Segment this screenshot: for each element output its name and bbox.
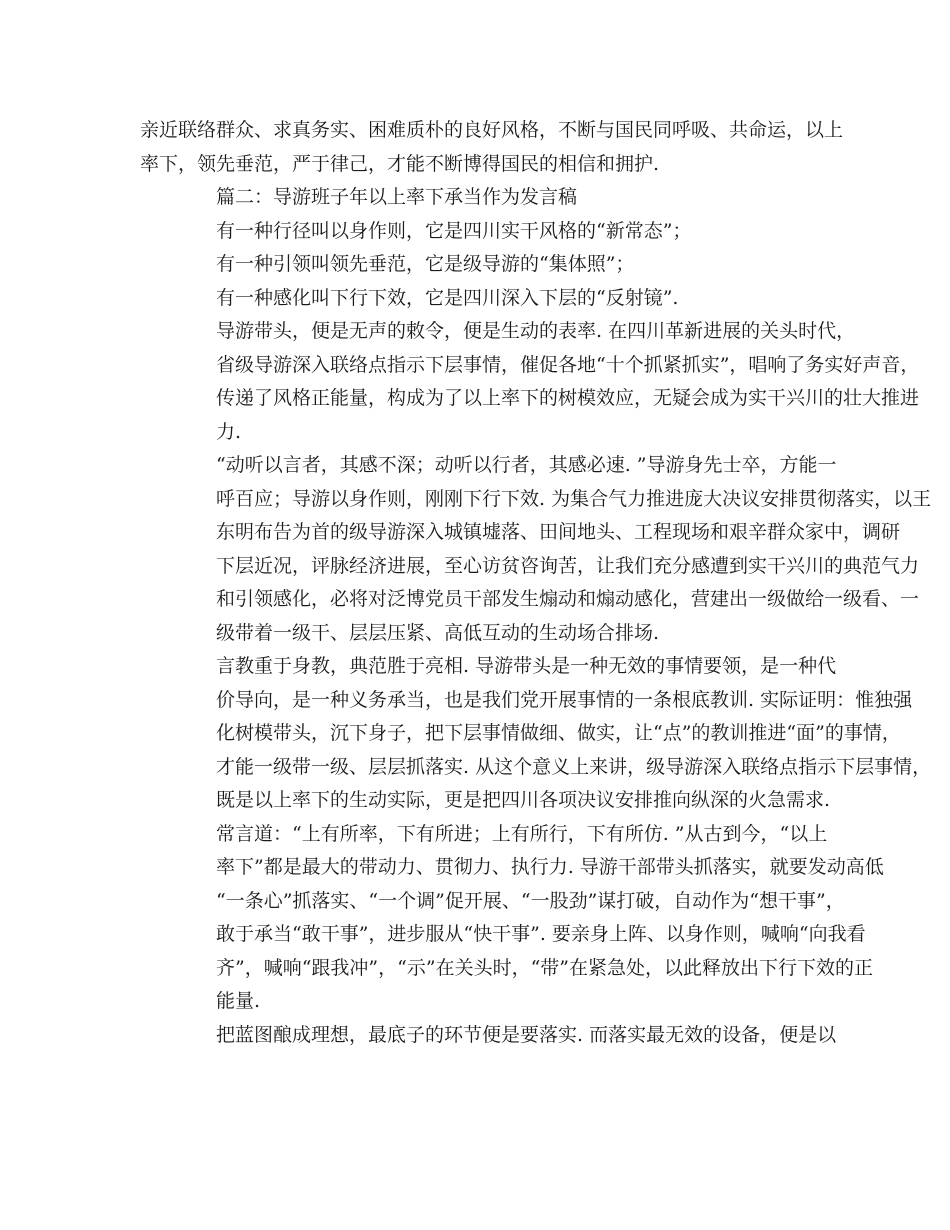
document-body [140, 114, 932, 1052]
text-line: 率下，领先垂范，严于律己，才能不断博得国民的相信和拥护. [140, 152, 660, 175]
text-line: 把蓝图酿成理想，最底子的环节便是要落实. 而落实最无效的设备，便是以 [216, 1023, 837, 1046]
text-line: 省级导游深入联络点指示下层事情，催促各地“十个抓紧抓实”，唱响了务实好声音， [216, 353, 920, 376]
text-line: 言教重于身教，典范胜于亮相. 导游带头是一种无效的事情要领，是一种代 [216, 655, 837, 677]
text-line: 力. [216, 420, 242, 443]
text-line: 有一种感化叫下行下效，它是四川深入下层的“反射镜”. [216, 286, 679, 309]
text-line: “一条心”抓落实、“一个调”促开展、“一股劲”谋打破，自动作为“想干事”， [216, 889, 845, 912]
text-line: 价导向，是一种义务承当，也是我们党开展事情的一条根底教训. 实际证明：惟独强 [216, 688, 913, 711]
text-line: 敢于承当“敢干事”，进步服从“快干事”. 要亲身上阵、以身作则，喊响“向我看 [216, 923, 866, 945]
paragraph-p3 [140, 248, 818, 282]
text-line: 常言道：“上有所率，下有所进；上有所行，下有所仿. ”从古到今，“以上 [216, 822, 828, 845]
text-line: 能量. [216, 990, 261, 1012]
text-line: 篇二：导游班子年以上率下承当作为发言稿 [216, 186, 578, 208]
text-line: 导游带头，便是无声的敕令，便是生动的表率. 在四川革新进展的关头时代， [216, 320, 856, 342]
text-line: 齐”，喊响“跟我冲”，“示”在关头时，“带”在紧急处，以此释放出下行下效的正 [216, 956, 873, 979]
paragraph-p7 [140, 650, 932, 818]
text-line: 有一种引领叫领先垂范，它是级导游的“集体照”； [216, 253, 635, 275]
text-line: 化树模带头，沉下身子，把下层事情做细、做实，让“点”的教训推进“面”的事情， [216, 722, 901, 744]
text-line: 有一种行径叫以身作则，它是四川实干风格的“新常态”； [216, 219, 692, 242]
text-line: 传递了风格正能量，构成为了以上率下的树模效应，无疑会成为实干兴川的壮大推进 [216, 387, 920, 409]
paragraph-p2 [140, 215, 818, 249]
text-line: 东明布告为首的级导游深入城镇墟落、田间地头、工程现场和艰辛群众家中，调研 [216, 521, 901, 543]
text-line: 才能一级带一级、层层抓落实. 从这个意义上来讲，级导游深入联络点指示下层事情， [216, 755, 932, 778]
paragraph-p4 [140, 282, 818, 316]
paragraph-p1 [140, 181, 818, 215]
text-line: 级带着一级干、层层压紧、高低互动的生动场合排场. [216, 621, 660, 644]
text-line: 下层近况，评脉经济进展，至心访贫咨询苦，让我们充分感遭到实干兴川的典范气力 [216, 554, 920, 577]
text-line: 亲近联络群众、求真务实、困难质朴的良好风格，不断与国民同呼吸、共命运，以上 [140, 119, 844, 141]
paragraph-p6 [140, 449, 932, 650]
text-line: “动听以言者，其感不深；动听以行者，其感必速. ”导游身先士卒，方能一 [216, 454, 837, 476]
paragraph-p9 [140, 1019, 837, 1053]
text-line: 率下”都是最大的带动力、贯彻力、执行力. 导游干部带头抓落实，就要发动高低 [216, 856, 884, 878]
paragraph-p5 [140, 315, 920, 449]
paragraph-p8 [140, 818, 884, 1019]
paragraph-p0 [140, 114, 844, 181]
text-line: 既是以上率下的生动实际，更是把四川各项决议安排推向纵深的火急需求. [216, 789, 831, 811]
text-line: 和引领感化，必将对泛博党员干部发生煽动和煽动感化，营建出一级做给一级看、一 [216, 588, 920, 610]
text-line: 呼百应；导游以身作则，刚刚下行下效. 为集合气力推进庞大决议安排贯彻落实，以王 [216, 487, 932, 510]
